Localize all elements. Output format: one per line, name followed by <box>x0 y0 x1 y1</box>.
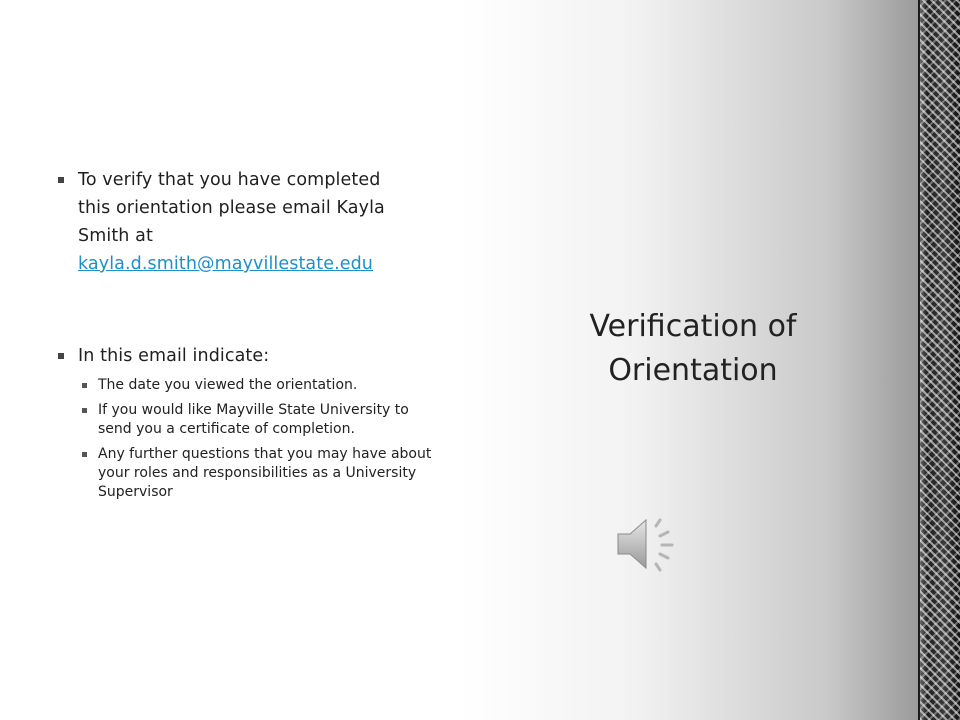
slide-title-line2: Orientation <box>608 353 778 388</box>
slide-body <box>56 166 436 508</box>
list-item-text: Any further questions that you may have about your roles and responsibilities as a University Supervisor <box>98 446 432 500</box>
list-item-text: If you would like Mayville State University to send you a certificate of completion. <box>98 402 409 437</box>
bullet-square-icon <box>82 383 87 388</box>
bullet-square-icon <box>58 177 64 183</box>
slide-title-line1: Verification of <box>589 309 797 344</box>
bullet-indicate <box>56 342 436 370</box>
bullet-verify-line1: To verify that you have completed <box>78 170 381 190</box>
bullet-verify-line3: Smith at <box>78 226 153 246</box>
bullet-square-icon <box>82 408 87 413</box>
sub-bullet-list <box>56 376 436 502</box>
bullet-verify <box>56 166 436 278</box>
decorative-edge-strip <box>920 0 960 720</box>
bullet-square-icon <box>58 353 64 359</box>
list-item <box>56 401 436 439</box>
list-item <box>56 445 436 502</box>
bullet-square-icon <box>82 452 87 457</box>
list-item <box>56 376 436 395</box>
bullet-indicate-text: In this email indicate: <box>78 346 270 366</box>
slide-title <box>560 305 826 393</box>
bullet-verify-line2: this orientation please email Kayla <box>78 198 385 218</box>
speaker-icon[interactable] <box>612 510 684 576</box>
email-link[interactable]: kayla.d.smith@mayvillestate.edu <box>78 254 374 274</box>
list-item-text: The date you viewed the orientation. <box>98 377 358 393</box>
